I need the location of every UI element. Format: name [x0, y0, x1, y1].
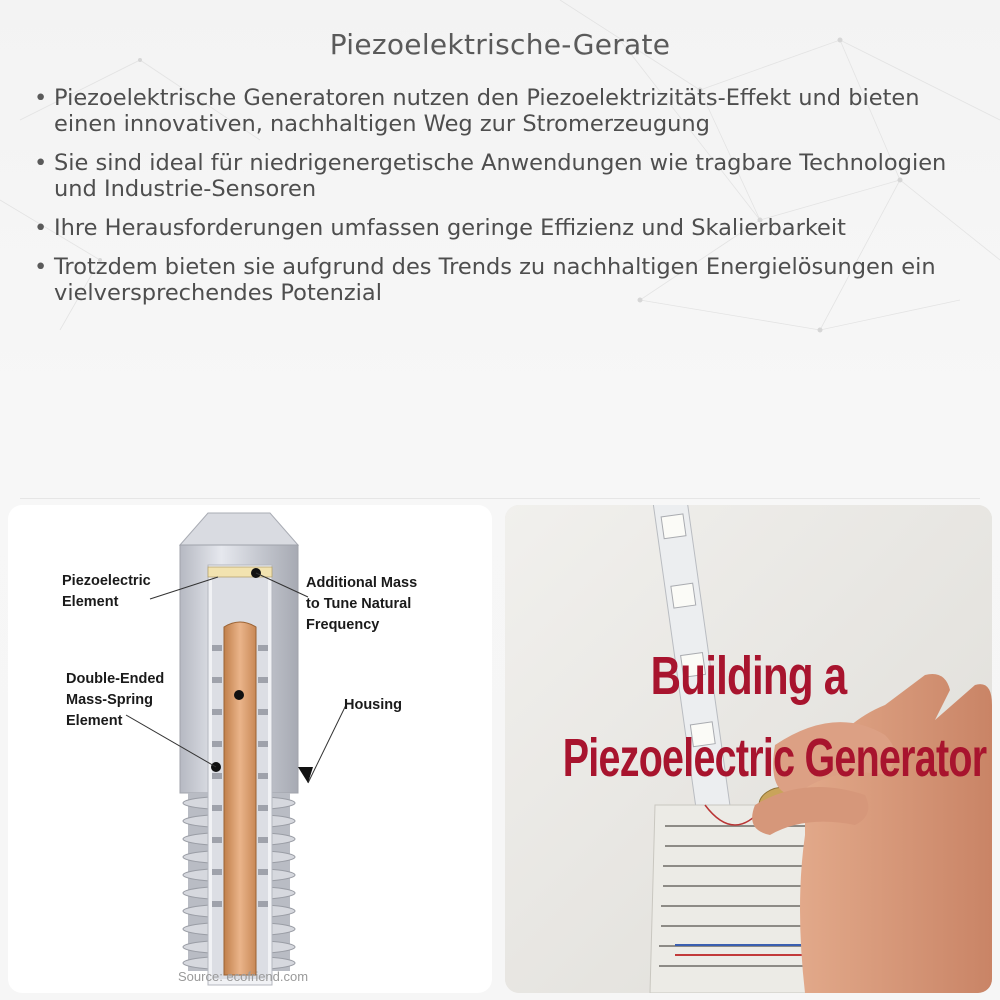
- piezo-diagram-image: [8, 505, 492, 993]
- label-mass-3: Frequency: [306, 617, 380, 633]
- bullet-item: • Trotzdem bieten sie aufgrund des Trends zu nachhaltigen Energielösungen ein vielversprechendes Potenzial: [34, 254, 964, 306]
- bullet-item: • Piezoelektrische Generatoren nutzen den Piezoelektrizitäts-Effekt und bieten einen innovativen, nachhaltigen Weg zur Stromerzeugung: [34, 85, 964, 137]
- page-title: Piezoelektrische-Gerate: [329, 28, 671, 61]
- bullet-item: • Ihre Herausforderungen umfassen geringe Effizienz und Skalierbarkeit: [34, 215, 964, 241]
- source-credit: Source: ecofriend.com: [178, 969, 309, 984]
- bullet-list: [34, 85, 964, 319]
- copper-mass: [224, 622, 256, 975]
- headline-line1: Building a: [650, 646, 847, 706]
- label-piezo-2: Element: [62, 594, 119, 610]
- label-spring-3: Element: [66, 713, 123, 729]
- label-mass-1: Additional Mass: [306, 575, 418, 591]
- label-mass-2: to Tune Natural: [306, 596, 412, 612]
- divider: [20, 498, 980, 499]
- label-spring-2: Mass-Spring: [66, 692, 154, 708]
- cutaway-diagram: [8, 505, 492, 993]
- housing-arrow: [298, 767, 313, 783]
- video-thumbnail-image: [505, 505, 992, 993]
- label-piezo-1: Piezoelectric: [62, 573, 151, 589]
- label-spring-1: Double-Ended: [66, 671, 165, 687]
- headline-line2: Piezoelectric Generator: [562, 728, 987, 788]
- label-housing: Housing: [344, 697, 402, 713]
- bullet-item: • Sie sind ideal für niedrigenergetische Anwendungen wie tragbare Technologien und Industrie-Sensoren: [34, 150, 964, 202]
